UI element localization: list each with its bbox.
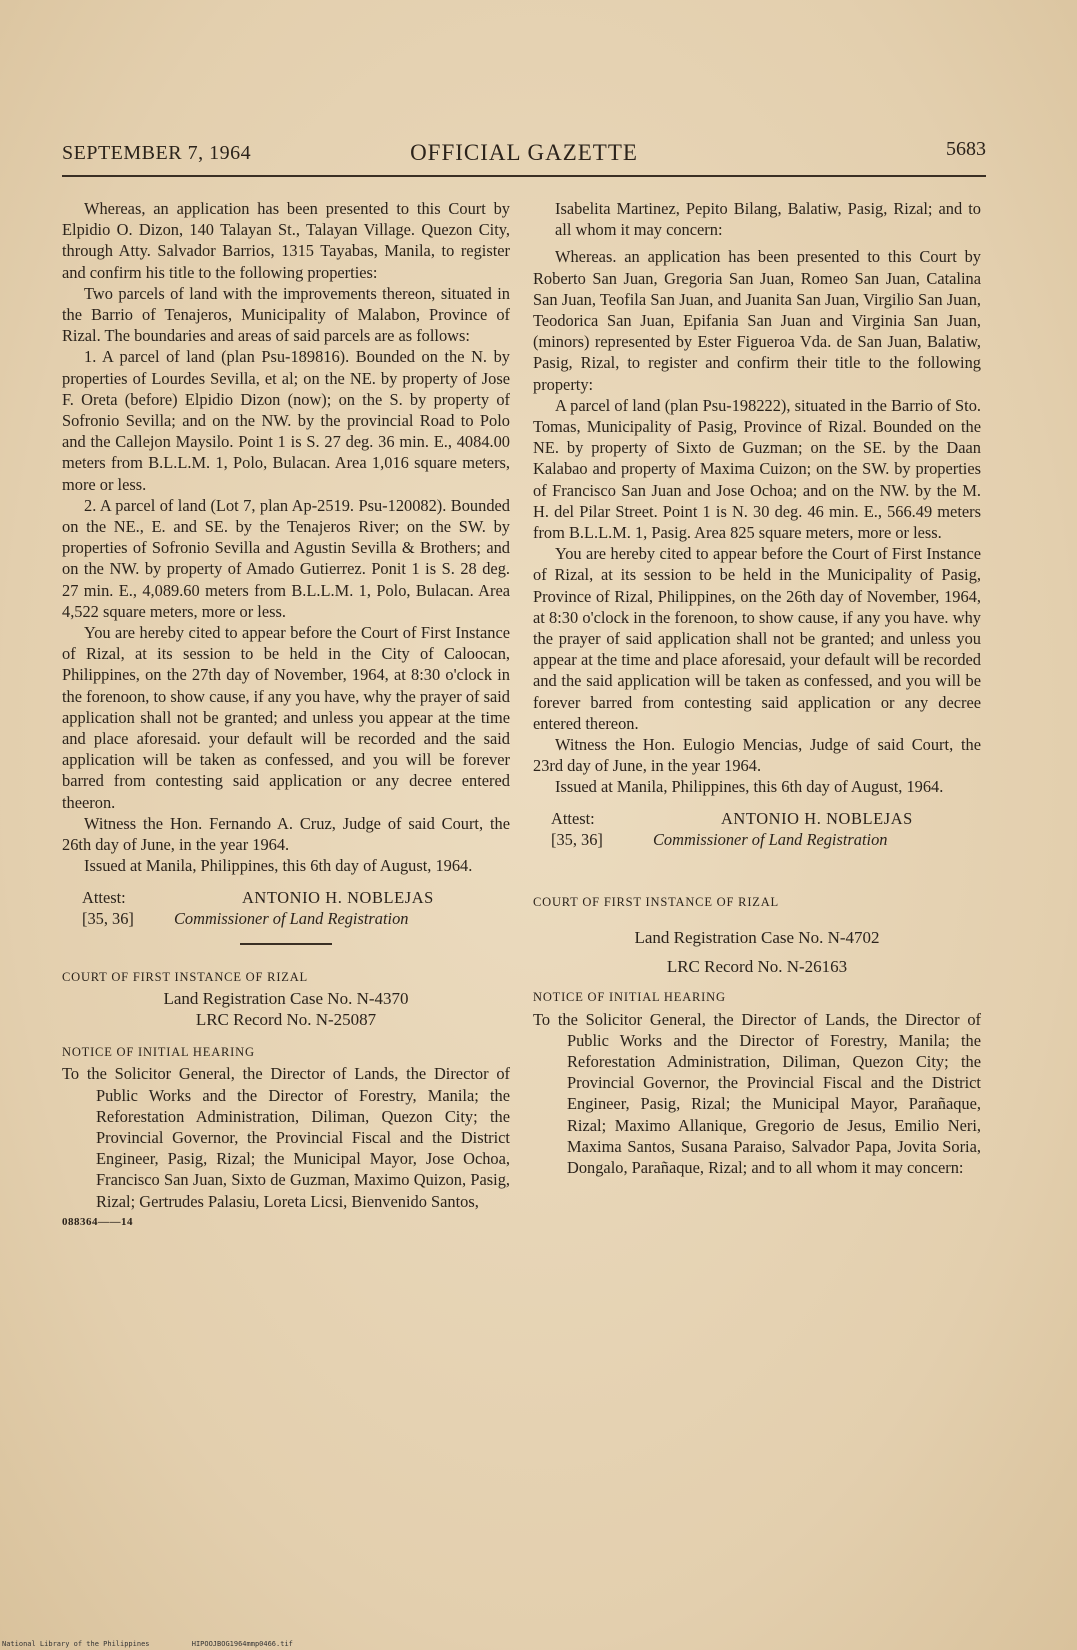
- left-record-number: LRC Record No. N-25087: [195, 1009, 377, 1029]
- right-issued-paragraph: Issued at Manila, Philippines, this 6th day of August, 1964.: [555, 777, 944, 797]
- header-title: OFFICIAL GAZETTE: [410, 140, 638, 165]
- left-attest-block: [62, 887, 510, 931]
- right-attest-ref: [35, 36]: [551, 829, 603, 849]
- right-notice-heading: NOTICE OF INITIAL HEARING: [533, 990, 726, 1005]
- left-witness-paragraph: Witness the Hon. Fernando A. Cruz, Judge of said Court, the 26th day of June, in the year 1964.: [62, 813, 510, 855]
- right-witness-paragraph: Witness the Hon. Eulogio Mencias, Judge of said Court, the 23rd day of June, in the year 1964.: [533, 735, 981, 776]
- header-date: SEPTEMBER 7, 1964: [62, 142, 252, 164]
- left-case-number: Land Registration Case No. N-4370: [163, 988, 409, 1008]
- left-addressees: To the Solicitor General, the Director of Lands, the Director of Public Works and the Director of Forestry, Manila; the Reforestation Administration, Diliman, Quezon City; the Provincial Governor, the Provincial Fiscal and the District Engineer, Pasig, Rizal; the Municipal Mayor, Jose Ochoa, Francisco San Juan, Sixto de Guzman, Maximo Quizon, Pasig, Rizal; Gertrudes Palasiu, Loreta Licsi, Bienvenido Santos,: [62, 1064, 510, 1211]
- left-issued-paragraph: Issued at Manila, Philippines, this 6th day of August, 1964.: [84, 856, 473, 876]
- page-header: [62, 138, 986, 172]
- left-parcel-2: 2. A parcel of land (Lot 7, plan Ap-2519. Psu-120082). Bounded on the NE., E. and SE. by the Tenajeros River; on the SW. by properties of Sofronio Sevilla and Agustin Sevilla & Brothers; and on the NW. by property of Amado Gutierrez. Ponit 1 is S. 28 deg. 27 min. E., 4,089.60 meters from B.L.L.M. 1, Polo, Bulacan. Area 4,522 square meters, more or less.: [62, 495, 510, 621]
- left-attest-ref: [35, 36]: [82, 908, 134, 928]
- right-attest-label: Attest:: [551, 808, 595, 828]
- right-column: [533, 198, 981, 1178]
- left-section-divider: [240, 943, 332, 945]
- footer-library: National Library of the Philippines: [2, 1640, 150, 1648]
- left-parcels-paragraph: Two parcels of land with the improvements thereon, situated in the Barrio of Tenajeros, Municipality of Malabon, Province of Rizal. The boundaries and areas of said parcels are as follows:: [62, 283, 510, 346]
- right-addressees: To the Solicitor General, the Director of Lands, the Director of Public Works and the Director of Forestry, Manila; the Reforestation Administration, Diliman, Quezon City; the Provincial Governor, the Provincial Fiscal and the District Engineer, Pasig, Rizal; the Municipal Mayor, Parañaque, Rizal; Maximo Allanique, Gregorio de Jesus, Emilio Neri, Maxima Santos, Susana Paraiso, Salvador Papa, Jovita Soria, Dongalo, Parañaque, Rizal; and to all whom it may concern:: [533, 1009, 981, 1177]
- right-case-number: Land Registration Case No. N-4702: [634, 927, 880, 947]
- left-attest-name: ANTONIO H. NOBLEJAS: [242, 887, 434, 907]
- left-attest-title: Commissioner of Land Registration: [174, 908, 409, 928]
- right-court-heading: COURT OF FIRST INSTANCE OF RIZAL: [533, 894, 779, 909]
- right-record-number: LRC Record No. N-26163: [666, 957, 848, 977]
- right-attest-block: [533, 808, 981, 852]
- left-column: [62, 198, 510, 1233]
- scan-footer: [2, 1640, 331, 1648]
- right-attest-name: ANTONIO H. NOBLEJAS: [721, 808, 913, 828]
- left-print-code: 088364——14: [62, 1215, 133, 1228]
- right-whereas-paragraph: Whereas. an application has been presented to this Court by Roberto San Juan, Gregoria San Juan, Romeo San Juan, Catalina San Juan, Teofila San Juan, and Juanita San Juan, Virgilio San Juan, Teodorica San Juan, Epifania San Juan and Virginia San Juan, (minors) represented by Ester Figueroa Vda. de San Juan, Balatiw, Pasig, Rizal, to register and confirm their title to the following property:: [533, 247, 981, 394]
- left-attest-label: Attest:: [82, 887, 126, 907]
- right-attest-title: Commissioner of Land Registration: [653, 829, 888, 849]
- left-parcel-1: 1. A parcel of land (plan Psu-189816). Bounded on the N. by properties of Lourdes Sevilla, et al; on the NE. by property of Jose F. Oreta (before) Elpidio Dizon (now); on the S. by property of Sofronio Sevilla; and on the NW. by the provincial Road to Polo and the Callejon Maysilo. Point 1 is S. 27 deg. 36 min. E., 4084.00 meters from B.L.L.M. 1, Polo, Bulacan. Area 1,016 square meters, more or less.: [62, 347, 510, 494]
- right-citation-paragraph: You are hereby cited to appear before the Court of First Instance of Rizal, at its session to be held in the Municipality of Pasig, Province of Rizal, Philippines, on the 26th day of November, 1964, at 8:30 o'clock in the forenoon, to show cause, if any you have. why the prayer of said application shall not be granted; and unless you appear at the time and place aforesaid, your default will be recorded and the said application will be taken as confessed, and you will be forever barred from contesting said application or any decree entered thereon.: [533, 544, 981, 733]
- left-citation-paragraph: You are hereby cited to appear before the Court of First Instance of Rizal, at its session to be held in the City of Caloocan, Philippines, on the 27th day of November, 1964, at 8:30 o'clock in the forenoon, to show cause, if any you have, why the prayer of said application shall not be granted; and unless you appear at the time and place aforesaid. your default will be recorded and the said application will be taken as confessed, and you will be forever barred from contesting said application or any decree entered theeron.: [62, 623, 510, 812]
- header-page-number: 5683: [946, 138, 986, 160]
- left-whereas-paragraph: Whereas, an application has been presented to this Court by Elpidio O. Dizon, 140 Talayan St., Talayan Village. Quezon City, through Atty. Salvador Barrios, 1315 Tayabas, Manila, to register and confirm his title to the following properties:: [62, 199, 510, 282]
- footer-file: HIPOOJBOG1964mmp0466.tif: [191, 1640, 293, 1648]
- right-addressees-continued: Isabelita Martinez, Pepito Bilang, Balatiw, Pasig, Rizal; and to all whom it may concern:: [555, 199, 981, 240]
- left-notice-heading: NOTICE OF INITIAL HEARING: [62, 1045, 255, 1060]
- header-rule: [62, 175, 986, 177]
- right-parcel-paragraph: A parcel of land (plan Psu-198222), situated in the Barrio of Sto. Tomas, Municipality of Pasig, Province of Rizal. Bounded on the NE. by property of Sixto de Guzman; on the SE. by the Daan Kalabao and property of Maxima Cuizon; on the SW. by properties of Francisco San Juan and Jose Ochoa; and on the NW. by the M. H. del Pilar Street. Point 1 is N. 30 deg. 46 min. E., 566.49 meters from B.L.L.M. 1, Pasig. Area 825 square meters, more or less.: [533, 395, 981, 543]
- left-court-heading: COURT OF FIRST INSTANCE OF RIZAL: [62, 969, 308, 984]
